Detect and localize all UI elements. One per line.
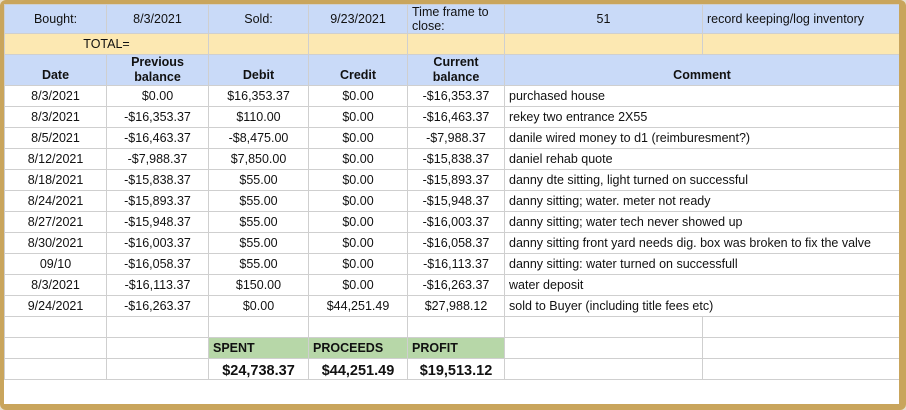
credit-cell[interactable]: $0.00 (309, 170, 408, 191)
credit-cell[interactable]: $0.00 (309, 212, 408, 233)
previous-balance-cell[interactable]: -$16,113.37 (107, 275, 209, 296)
previous-balance-cell[interactable]: $0.00 (107, 86, 209, 107)
table-row (5, 149, 900, 170)
empty-cell[interactable] (209, 317, 309, 338)
credit-cell[interactable]: $0.00 (309, 86, 408, 107)
debit-cell[interactable]: $16,353.37 (209, 86, 309, 107)
date-cell[interactable]: 8/12/2021 (5, 149, 107, 170)
current-balance-cell[interactable]: -$15,948.37 (408, 191, 505, 212)
spent-value[interactable]: $24,738.37 (209, 359, 309, 380)
table-row (5, 212, 900, 233)
date-cell[interactable]: 09/10 (5, 254, 107, 275)
date-cell[interactable]: 8/18/2021 (5, 170, 107, 191)
empty-cell[interactable] (5, 359, 107, 380)
total-cell[interactable] (703, 34, 900, 55)
current-balance-cell[interactable]: -$15,893.37 (408, 170, 505, 191)
credit-cell[interactable]: $0.00 (309, 149, 408, 170)
header-current-balance[interactable]: Current balance (408, 55, 505, 86)
total-cell[interactable] (408, 34, 505, 55)
table-row (5, 233, 900, 254)
spent-label[interactable]: SPENT (209, 338, 309, 359)
total-cell[interactable] (505, 34, 703, 55)
date-cell[interactable]: 8/24/2021 (5, 191, 107, 212)
table-row (5, 86, 900, 107)
credit-cell[interactable]: $0.00 (309, 254, 408, 275)
previous-balance-cell[interactable]: -$15,948.37 (107, 212, 209, 233)
credit-cell[interactable]: $0.00 (309, 275, 408, 296)
table-row (5, 128, 900, 149)
comment-cell[interactable]: sold to Buyer (including title fees etc) (505, 296, 900, 317)
debit-cell[interactable]: $55.00 (209, 212, 309, 233)
header-comment[interactable]: Comment (505, 55, 900, 86)
previous-balance-cell[interactable]: -$16,463.37 (107, 128, 209, 149)
summary-label-row (5, 338, 900, 359)
debit-cell[interactable]: $110.00 (209, 107, 309, 128)
empty-cell[interactable] (703, 359, 900, 380)
comment-cell[interactable]: danny sitting; water. meter not ready (505, 191, 900, 212)
empty-cell[interactable] (505, 317, 703, 338)
header-credit[interactable]: Credit (309, 55, 408, 86)
date-cell[interactable]: 9/24/2021 (5, 296, 107, 317)
comment-cell[interactable]: daniel rehab quote (505, 149, 900, 170)
previous-balance-cell[interactable]: -$15,838.37 (107, 170, 209, 191)
debit-cell[interactable]: $55.00 (209, 170, 309, 191)
summary-value-row (5, 359, 900, 380)
header-debit[interactable]: Debit (209, 55, 309, 86)
debit-cell[interactable]: $55.00 (209, 233, 309, 254)
date-cell[interactable]: 8/3/2021 (5, 275, 107, 296)
profit-value[interactable]: $19,513.12 (408, 359, 505, 380)
current-balance-cell[interactable]: -$15,838.37 (408, 149, 505, 170)
proceeds-label[interactable]: PROCEEDS (309, 338, 408, 359)
current-balance-cell[interactable]: -$7,988.37 (408, 128, 505, 149)
sold-date[interactable]: 9/23/2021 (309, 5, 408, 34)
credit-cell[interactable]: $0.00 (309, 233, 408, 254)
table-row (5, 296, 900, 317)
column-header-row (5, 55, 900, 86)
previous-balance-cell[interactable]: -$16,058.37 (107, 254, 209, 275)
empty-cell[interactable] (505, 338, 703, 359)
sold-label[interactable]: Sold: (209, 5, 309, 34)
date-cell[interactable]: 8/30/2021 (5, 233, 107, 254)
blank-row (5, 317, 900, 338)
previous-balance-cell[interactable]: -$16,353.37 (107, 107, 209, 128)
comment-cell[interactable]: danny dte sitting, light turned on successful (505, 170, 900, 191)
empty-cell[interactable] (5, 317, 107, 338)
debit-cell[interactable]: $55.00 (209, 254, 309, 275)
debit-cell[interactable]: -$8,475.00 (209, 128, 309, 149)
total-cell[interactable] (209, 34, 309, 55)
current-balance-cell[interactable]: $27,988.12 (408, 296, 505, 317)
previous-balance-cell[interactable]: -$15,893.37 (107, 191, 209, 212)
total-label[interactable]: TOTAL= (5, 34, 209, 55)
purchase-info-row (5, 5, 900, 34)
current-balance-cell[interactable]: -$16,003.37 (408, 212, 505, 233)
comment-cell[interactable]: danny sitting: water turned on successfull (505, 254, 900, 275)
previous-balance-cell[interactable]: -$16,003.37 (107, 233, 209, 254)
table-row (5, 170, 900, 191)
credit-cell[interactable]: $0.00 (309, 191, 408, 212)
total-cell[interactable] (309, 34, 408, 55)
empty-cell[interactable] (107, 338, 209, 359)
empty-cell[interactable] (107, 359, 209, 380)
date-cell[interactable]: 8/5/2021 (5, 128, 107, 149)
table-row (5, 254, 900, 275)
comment-cell[interactable]: purchased house (505, 86, 900, 107)
empty-cell[interactable] (703, 338, 900, 359)
empty-cell[interactable] (107, 317, 209, 338)
profit-label[interactable]: PROFIT (408, 338, 505, 359)
current-balance-cell[interactable]: -$16,263.37 (408, 275, 505, 296)
debit-cell[interactable]: $0.00 (209, 296, 309, 317)
timeframe-value[interactable]: 51 (505, 5, 703, 34)
credit-cell[interactable]: $0.00 (309, 107, 408, 128)
current-balance-cell[interactable]: -$16,058.37 (408, 233, 505, 254)
previous-balance-cell[interactable]: -$16,263.37 (107, 296, 209, 317)
table-row (5, 191, 900, 212)
note-cell[interactable]: record keeping/log inventory (703, 5, 900, 34)
debit-cell[interactable]: $55.00 (209, 191, 309, 212)
proceeds-value[interactable]: $44,251.49 (309, 359, 408, 380)
comment-cell[interactable]: danny sitting; water tech never showed up (505, 212, 900, 233)
timeframe-label[interactable]: Time frame to close: (408, 5, 505, 34)
bought-label[interactable]: Bought: (5, 5, 107, 34)
header-previous-balance[interactable]: Previous balance (107, 55, 209, 86)
date-cell[interactable]: 8/3/2021 (5, 86, 107, 107)
table-row (5, 275, 900, 296)
table-row (5, 107, 900, 128)
bought-date[interactable]: 8/3/2021 (107, 5, 209, 34)
empty-cell[interactable] (5, 338, 107, 359)
ledger-rows (5, 86, 900, 317)
empty-cell[interactable] (408, 317, 505, 338)
current-balance-cell[interactable]: -$16,463.37 (408, 107, 505, 128)
header-date[interactable]: Date (5, 55, 107, 86)
comment-cell[interactable]: rekey two entrance 2X55 (505, 107, 900, 128)
debit-cell[interactable]: $150.00 (209, 275, 309, 296)
comment-cell[interactable]: water deposit (505, 275, 900, 296)
empty-cell[interactable] (309, 317, 408, 338)
comment-cell[interactable]: danile wired money to d1 (reimburesment?) (505, 128, 900, 149)
current-balance-cell[interactable]: -$16,353.37 (408, 86, 505, 107)
comment-cell[interactable]: danny sitting front yard needs dig. box was broken to fix the valve (505, 233, 900, 254)
ledger-table (4, 4, 899, 380)
date-cell[interactable]: 8/3/2021 (5, 107, 107, 128)
total-row (5, 34, 900, 55)
credit-cell[interactable]: $44,251.49 (309, 296, 408, 317)
debit-cell[interactable]: $7,850.00 (209, 149, 309, 170)
current-balance-cell[interactable]: -$16,113.37 (408, 254, 505, 275)
spreadsheet (4, 4, 899, 404)
credit-cell[interactable]: $0.00 (309, 128, 408, 149)
empty-cell[interactable] (505, 359, 703, 380)
date-cell[interactable]: 8/27/2021 (5, 212, 107, 233)
empty-cell[interactable] (703, 317, 900, 338)
previous-balance-cell[interactable]: -$7,988.37 (107, 149, 209, 170)
